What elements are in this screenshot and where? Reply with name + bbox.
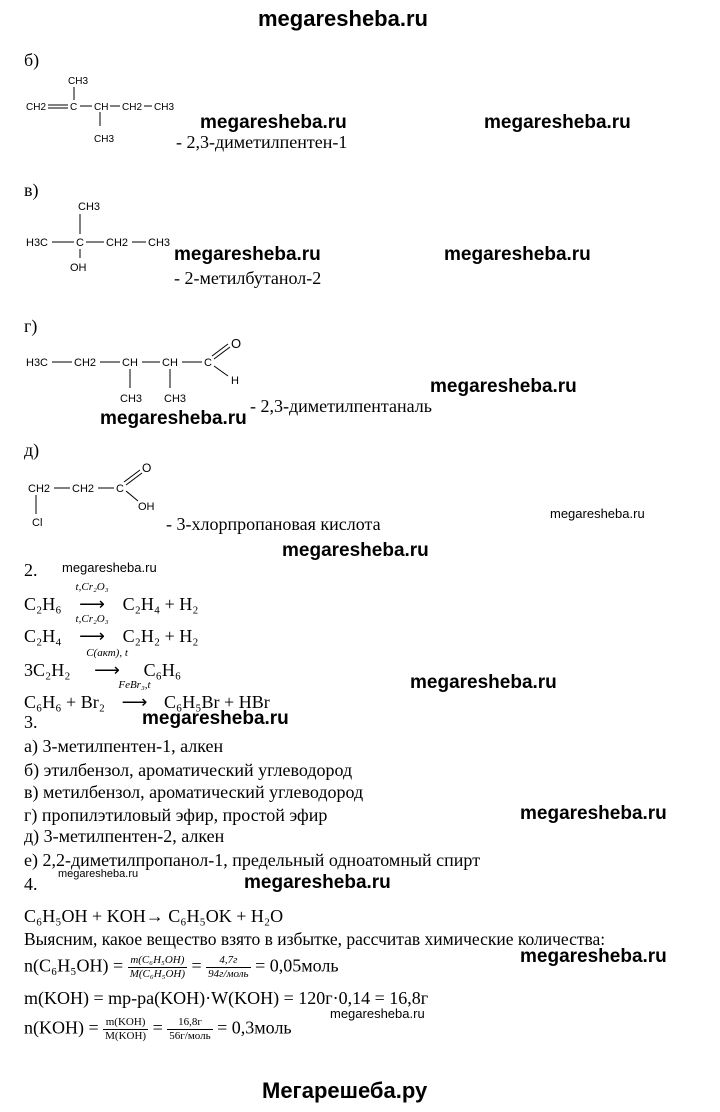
- task4-intro: Выясним, какое вещество взято в избытке, рассчитав химические количества:: [24, 929, 606, 949]
- atom: H: [231, 375, 239, 387]
- atom: O: [231, 336, 242, 351]
- atom: Cl: [32, 517, 43, 529]
- task4-reaction: C₆H₅OH + KOH→ C₆H₅OK + H₂O: [24, 906, 284, 926]
- watermark[interactable]: megaresheba.ru: [550, 506, 645, 521]
- watermark[interactable]: megaresheba.ru: [430, 376, 577, 397]
- atom: CH3: [78, 201, 101, 213]
- header-site[interactable]: megaresheba.ru: [258, 6, 428, 31]
- task3-item: е) 2,2-диметилпропанол-1, предельный одноатомный спирт: [24, 850, 481, 870]
- atom: CH2: [122, 102, 143, 113]
- task2-reaction-4: C₆H₆ + Br₂ FeBr₃,t ⟶ C₆H₅Br + HBr: [24, 679, 270, 712]
- atom: CH3: [164, 393, 187, 405]
- watermark[interactable]: megaresheba.ru: [520, 803, 667, 824]
- watermark[interactable]: megaresheba.ru: [520, 946, 667, 967]
- watermark[interactable]: megaresheba.ru: [100, 408, 247, 429]
- task4-num: 4.: [24, 874, 38, 894]
- watermark[interactable]: megaresheba.ru: [200, 112, 347, 133]
- atom: CH2: [72, 483, 95, 495]
- atom: CH3: [148, 237, 171, 249]
- task3-item: в) метилбензол, ароматический углеводород: [24, 782, 364, 802]
- watermark[interactable]: megaresheba.ru: [282, 540, 429, 561]
- part-v-label: в): [24, 180, 39, 200]
- part-v-name: - 2-метилбутанол-2: [174, 268, 322, 288]
- watermark[interactable]: megaresheba.ru: [444, 244, 591, 265]
- watermark[interactable]: megaresheba.ru: [410, 672, 557, 693]
- atom: C: [204, 357, 212, 369]
- watermark[interactable]: megaresheba.ru: [174, 244, 321, 265]
- atom: CH2: [26, 102, 47, 113]
- atom: H3C: [26, 357, 49, 369]
- task4-n-phenol: n(C₆H₅OH) = $\frac{\text{m(C₆H₅OH)}}{\text{M(C₆H₅OH)}}$ = $\frac{4,7г}{\text{94г/моль}}$ = 0,05моль: [24, 954, 339, 980]
- structure-v: [24, 196, 194, 266]
- atom: CH3: [120, 393, 143, 405]
- task3-num: 3.: [24, 712, 38, 732]
- atom: OH: [138, 501, 155, 513]
- structure-g: [24, 334, 264, 414]
- atom: C: [116, 483, 124, 495]
- atom: O: [142, 461, 152, 475]
- footer-site[interactable]: Мегарешеба.ру: [262, 1078, 428, 1103]
- atom: CH: [162, 357, 178, 369]
- task2-reaction-2: C₂H₄ t,Cr₂O₃ ⟶ C₂H₂ + H₂: [24, 613, 199, 646]
- watermark[interactable]: megaresheba.ru: [62, 560, 157, 575]
- task3-item: г) пропилэтиловый эфир, простой эфир: [24, 805, 328, 825]
- atom: CH3: [154, 102, 175, 113]
- part-b-label: б): [24, 50, 40, 70]
- atom: CH3: [68, 76, 89, 87]
- watermark[interactable]: megaresheba.ru: [58, 868, 139, 880]
- part-g-label: г): [24, 316, 38, 336]
- watermark[interactable]: megaresheba.ru: [484, 112, 631, 133]
- atom: CH2: [106, 237, 129, 249]
- atom: H3C: [26, 237, 49, 249]
- task4-n-koh: n(KOH) = $\frac{\text{m(KOH)}}{\text{M(KOH)}}$ = $\frac{16,8г}{\text{56г/моль}}$ = 0,3моль: [24, 1016, 292, 1042]
- part-d-label: д): [24, 440, 40, 460]
- watermark[interactable]: megaresheba.ru: [330, 1006, 425, 1021]
- atom: C: [70, 102, 78, 113]
- task4-m-koh: m(KOH) = mр-ра(KOH)·W(KOH) = 120г·0,14 = 16,8г: [24, 988, 429, 1008]
- atom: CH3: [94, 134, 115, 145]
- task3-item: д) 3-метилпентен-2, алкен: [24, 826, 225, 846]
- part-d-name: - 3-хлорпропановая кислота: [166, 514, 381, 534]
- atom: CH2: [74, 357, 97, 369]
- watermark[interactable]: megaresheba.ru: [142, 708, 289, 729]
- watermark[interactable]: megaresheba.ru: [244, 872, 391, 893]
- atom: C: [76, 237, 84, 249]
- atom: CH2: [28, 483, 51, 495]
- part-g-name: - 2,3-диметилпентаналь: [250, 396, 432, 416]
- task3-item: а) 3-метилпентен-1, алкен: [24, 736, 224, 756]
- part-b-name: - 2,3-диметилпентен-1: [176, 132, 348, 152]
- task2-reaction-3: 3C₂H₂ C(акт), t ⟶ C₆H₆: [24, 647, 182, 680]
- atom-oh: OH: [70, 262, 87, 274]
- task2-reaction-1: C₂H₆ t,Cr₂O₃ ⟶ C₂H₄ + H₂: [24, 581, 199, 614]
- atom: CH: [122, 357, 138, 369]
- task2-num: 2.: [24, 560, 38, 580]
- atom: CH: [94, 102, 109, 113]
- task3-item: б) этилбензол, ароматический углеводород: [24, 760, 353, 780]
- structure-d: [24, 458, 184, 530]
